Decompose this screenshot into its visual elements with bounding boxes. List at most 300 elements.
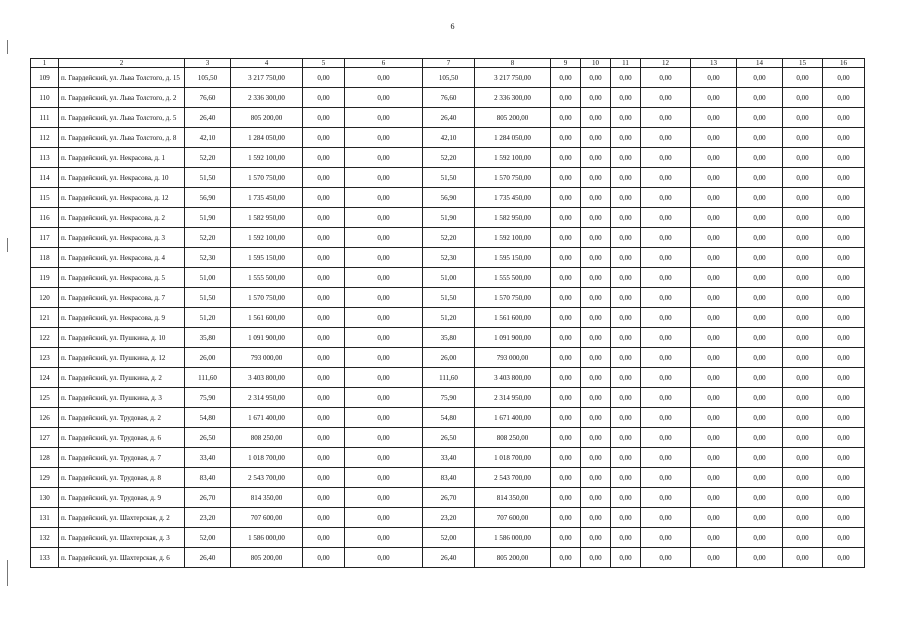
column-number-4: 4 [231, 59, 303, 68]
value-cell: 0,00 [551, 208, 581, 228]
value-cell: 51,00 [423, 268, 475, 288]
column-number-10: 10 [581, 59, 611, 68]
value-cell: 0,00 [303, 448, 345, 468]
value-cell: 0,00 [783, 388, 823, 408]
value-cell: 1 586 000,00 [475, 528, 551, 548]
value-cell: 0,00 [823, 328, 865, 348]
value-cell: 35,80 [185, 328, 231, 348]
value-cell: 0,00 [551, 428, 581, 448]
value-cell: 33,40 [423, 448, 475, 468]
table-row [31, 268, 865, 288]
value-cell: 0,00 [691, 108, 737, 128]
address-cell: п. Гвардейский, ул. Трудовая, д. 6 [59, 428, 185, 448]
value-cell: 0,00 [691, 448, 737, 468]
value-cell: 0,00 [303, 348, 345, 368]
value-cell: 1 561 600,00 [231, 308, 303, 328]
value-cell: 0,00 [641, 68, 691, 88]
value-cell: 805 200,00 [475, 548, 551, 568]
value-cell: 0,00 [611, 368, 641, 388]
value-cell: 0,00 [641, 168, 691, 188]
value-cell: 0,00 [551, 248, 581, 268]
value-cell: 0,00 [581, 348, 611, 368]
table-row [31, 188, 865, 208]
row-number-cell: 129 [31, 468, 59, 488]
row-number-cell: 126 [31, 408, 59, 428]
housing-registry-table [30, 58, 865, 568]
table-row [31, 148, 865, 168]
value-cell: 0,00 [303, 108, 345, 128]
value-cell: 0,00 [783, 228, 823, 248]
value-cell: 0,00 [737, 368, 783, 388]
value-cell: 0,00 [551, 68, 581, 88]
address-cell: п. Гвардейский, ул. Некрасова, д. 4 [59, 248, 185, 268]
address-cell: п. Гвардейский, ул. Трудовая, д. 2 [59, 408, 185, 428]
value-cell: 0,00 [823, 128, 865, 148]
value-cell: 0,00 [611, 548, 641, 568]
value-cell: 0,00 [737, 388, 783, 408]
value-cell: 51,50 [185, 288, 231, 308]
value-cell: 0,00 [303, 528, 345, 548]
value-cell: 0,00 [551, 228, 581, 248]
value-cell: 0,00 [303, 468, 345, 488]
table-row [31, 508, 865, 528]
value-cell: 0,00 [611, 168, 641, 188]
value-cell: 0,00 [691, 328, 737, 348]
value-cell: 0,00 [823, 68, 865, 88]
column-number-2: 2 [59, 59, 185, 68]
table-row [31, 368, 865, 388]
value-cell: 0,00 [581, 328, 611, 348]
value-cell: 1 570 750,00 [475, 168, 551, 188]
value-cell: 52,30 [423, 248, 475, 268]
value-cell: 0,00 [303, 168, 345, 188]
value-cell: 0,00 [303, 408, 345, 428]
value-cell: 3 217 750,00 [231, 68, 303, 88]
value-cell: 3 403 800,00 [231, 368, 303, 388]
row-number-cell: 116 [31, 208, 59, 228]
value-cell: 35,80 [423, 328, 475, 348]
value-cell: 3 403 800,00 [475, 368, 551, 388]
value-cell: 0,00 [611, 288, 641, 308]
value-cell: 0,00 [641, 88, 691, 108]
value-cell: 0,00 [641, 448, 691, 468]
address-cell: п. Гвардейский, ул. Некрасова, д. 9 [59, 308, 185, 328]
value-cell: 0,00 [581, 428, 611, 448]
value-cell: 0,00 [783, 468, 823, 488]
column-number-12: 12 [641, 59, 691, 68]
value-cell: 0,00 [611, 388, 641, 408]
value-cell: 0,00 [737, 488, 783, 508]
row-number-cell: 127 [31, 428, 59, 448]
value-cell: 0,00 [345, 348, 423, 368]
value-cell: 0,00 [551, 148, 581, 168]
value-cell: 0,00 [641, 268, 691, 288]
value-cell: 0,00 [737, 68, 783, 88]
table-row [31, 448, 865, 468]
value-cell: 0,00 [551, 308, 581, 328]
value-cell: 1 018 700,00 [231, 448, 303, 468]
value-cell: 0,00 [303, 88, 345, 108]
value-cell: 0,00 [303, 548, 345, 568]
value-cell: 0,00 [345, 108, 423, 128]
value-cell: 0,00 [581, 268, 611, 288]
value-cell: 0,00 [581, 108, 611, 128]
value-cell: 0,00 [783, 428, 823, 448]
value-cell: 0,00 [551, 268, 581, 288]
address-cell: п. Гвардейский, ул. Трудовая, д. 8 [59, 468, 185, 488]
value-cell: 0,00 [345, 488, 423, 508]
value-cell: 1 570 750,00 [231, 288, 303, 308]
column-number-15: 15 [783, 59, 823, 68]
value-cell: 2 336 300,00 [475, 88, 551, 108]
value-cell: 75,90 [185, 388, 231, 408]
value-cell: 105,50 [423, 68, 475, 88]
value-cell: 0,00 [345, 128, 423, 148]
table-row [31, 468, 865, 488]
value-cell: 0,00 [823, 548, 865, 568]
address-cell: п. Гвардейский, ул. Некрасова, д. 12 [59, 188, 185, 208]
value-cell: 0,00 [303, 268, 345, 288]
value-cell: 0,00 [823, 168, 865, 188]
value-cell: 52,20 [185, 148, 231, 168]
value-cell: 0,00 [783, 488, 823, 508]
value-cell: 0,00 [823, 248, 865, 268]
value-cell: 56,90 [185, 188, 231, 208]
value-cell: 0,00 [551, 368, 581, 388]
value-cell: 42,10 [423, 128, 475, 148]
value-cell: 1 671 400,00 [475, 408, 551, 428]
left-edge-mark [7, 238, 8, 252]
value-cell: 0,00 [823, 288, 865, 308]
value-cell: 0,00 [581, 408, 611, 428]
value-cell: 26,70 [185, 488, 231, 508]
value-cell: 0,00 [551, 88, 581, 108]
value-cell: 51,90 [185, 208, 231, 228]
value-cell: 808 250,00 [231, 428, 303, 448]
value-cell: 0,00 [611, 508, 641, 528]
row-number-cell: 122 [31, 328, 59, 348]
value-cell: 0,00 [581, 208, 611, 228]
address-cell: п. Гвардейский, ул. Некрасова, д. 1 [59, 148, 185, 168]
table-row [31, 488, 865, 508]
value-cell: 1 018 700,00 [475, 448, 551, 468]
page-number: 6 [450, 22, 455, 31]
value-cell: 0,00 [611, 248, 641, 268]
row-number-cell: 130 [31, 488, 59, 508]
table-row [31, 108, 865, 128]
value-cell: 0,00 [783, 508, 823, 528]
value-cell: 0,00 [345, 508, 423, 528]
table-row [31, 348, 865, 368]
value-cell: 0,00 [823, 408, 865, 428]
value-cell: 33,40 [185, 448, 231, 468]
value-cell: 0,00 [737, 168, 783, 188]
row-number-cell: 120 [31, 288, 59, 308]
row-number-cell: 118 [31, 248, 59, 268]
value-cell: 1 091 900,00 [475, 328, 551, 348]
value-cell: 1 592 100,00 [231, 148, 303, 168]
value-cell: 0,00 [303, 68, 345, 88]
value-cell: 0,00 [345, 248, 423, 268]
table-row [31, 88, 865, 108]
column-number-6: 6 [345, 59, 423, 68]
value-cell: 52,00 [185, 528, 231, 548]
value-cell: 75,90 [423, 388, 475, 408]
value-cell: 51,00 [185, 268, 231, 288]
column-number-9: 9 [551, 59, 581, 68]
value-cell: 52,20 [185, 228, 231, 248]
row-number-cell: 117 [31, 228, 59, 248]
value-cell: 1 284 050,00 [475, 128, 551, 148]
value-cell: 0,00 [345, 408, 423, 428]
value-cell: 0,00 [737, 108, 783, 128]
value-cell: 0,00 [783, 108, 823, 128]
value-cell: 0,00 [823, 188, 865, 208]
value-cell: 805 200,00 [231, 108, 303, 128]
value-cell: 0,00 [345, 448, 423, 468]
value-cell: 0,00 [303, 228, 345, 248]
value-cell: 0,00 [737, 348, 783, 368]
address-cell: п. Гвардейский, ул. Пушкина, д. 3 [59, 388, 185, 408]
value-cell: 0,00 [611, 128, 641, 148]
value-cell: 0,00 [345, 268, 423, 288]
value-cell: 0,00 [345, 308, 423, 328]
value-cell: 111,60 [185, 368, 231, 388]
value-cell: 0,00 [783, 548, 823, 568]
value-cell: 0,00 [823, 448, 865, 468]
value-cell: 0,00 [641, 228, 691, 248]
value-cell: 0,00 [737, 268, 783, 288]
value-cell: 0,00 [581, 148, 611, 168]
value-cell: 0,00 [641, 128, 691, 148]
value-cell: 0,00 [303, 148, 345, 168]
column-number-8: 8 [475, 59, 551, 68]
value-cell: 54,80 [423, 408, 475, 428]
column-number-3: 3 [185, 59, 231, 68]
value-cell: 0,00 [783, 208, 823, 228]
value-cell: 0,00 [551, 128, 581, 148]
value-cell: 0,00 [783, 308, 823, 328]
value-cell: 0,00 [581, 288, 611, 308]
value-cell: 1 592 100,00 [231, 228, 303, 248]
value-cell: 0,00 [783, 128, 823, 148]
value-cell: 0,00 [303, 128, 345, 148]
address-cell: п. Гвардейский, ул. Некрасова, д. 7 [59, 288, 185, 308]
value-cell: 0,00 [303, 508, 345, 528]
value-cell: 1 592 100,00 [475, 228, 551, 248]
address-cell: п. Гвардейский, ул. Льва Толстого, д. 5 [59, 108, 185, 128]
row-number-cell: 123 [31, 348, 59, 368]
value-cell: 0,00 [691, 528, 737, 548]
value-cell: 0,00 [611, 348, 641, 368]
value-cell: 83,40 [423, 468, 475, 488]
value-cell: 0,00 [641, 208, 691, 228]
value-cell: 1 595 150,00 [475, 248, 551, 268]
value-cell: 0,00 [551, 408, 581, 428]
value-cell: 0,00 [303, 328, 345, 348]
value-cell: 0,00 [691, 268, 737, 288]
value-cell: 52,30 [185, 248, 231, 268]
value-cell: 23,20 [185, 508, 231, 528]
value-cell: 0,00 [823, 208, 865, 228]
value-cell: 0,00 [783, 328, 823, 348]
value-cell: 0,00 [823, 388, 865, 408]
row-number-cell: 109 [31, 68, 59, 88]
value-cell: 0,00 [611, 88, 641, 108]
value-cell: 0,00 [611, 268, 641, 288]
value-cell: 51,50 [423, 168, 475, 188]
value-cell: 0,00 [783, 148, 823, 168]
value-cell: 0,00 [303, 388, 345, 408]
value-cell: 0,00 [737, 208, 783, 228]
value-cell: 52,20 [423, 148, 475, 168]
value-cell: 0,00 [303, 488, 345, 508]
value-cell: 707 600,00 [475, 508, 551, 528]
value-cell: 0,00 [581, 368, 611, 388]
value-cell: 0,00 [783, 268, 823, 288]
value-cell: 0,00 [641, 348, 691, 368]
table-row [31, 388, 865, 408]
row-number-cell: 131 [31, 508, 59, 528]
value-cell: 0,00 [611, 448, 641, 468]
value-cell: 0,00 [345, 428, 423, 448]
table-row [31, 328, 865, 348]
value-cell: 0,00 [737, 548, 783, 568]
value-cell: 0,00 [345, 548, 423, 568]
row-number-cell: 121 [31, 308, 59, 328]
value-cell: 0,00 [581, 528, 611, 548]
value-cell: 26,40 [423, 548, 475, 568]
column-number-1: 1 [31, 59, 59, 68]
value-cell: 808 250,00 [475, 428, 551, 448]
value-cell: 0,00 [345, 208, 423, 228]
table-row [31, 548, 865, 568]
address-cell: п. Гвардейский, ул. Некрасова, д. 5 [59, 268, 185, 288]
value-cell: 0,00 [783, 188, 823, 208]
value-cell: 805 200,00 [231, 548, 303, 568]
value-cell: 0,00 [551, 348, 581, 368]
value-cell: 23,20 [423, 508, 475, 528]
row-number-cell: 114 [31, 168, 59, 188]
value-cell: 0,00 [737, 448, 783, 468]
value-cell: 0,00 [551, 168, 581, 188]
value-cell: 51,50 [423, 288, 475, 308]
address-cell: п. Гвардейский, ул. Некрасова, д. 10 [59, 168, 185, 188]
value-cell: 1 570 750,00 [475, 288, 551, 308]
row-number-cell: 119 [31, 268, 59, 288]
table-row [31, 428, 865, 448]
column-number-7: 7 [423, 59, 475, 68]
value-cell: 0,00 [783, 528, 823, 548]
value-cell: 1 284 050,00 [231, 128, 303, 148]
value-cell: 0,00 [611, 148, 641, 168]
value-cell: 0,00 [737, 508, 783, 528]
value-cell: 83,40 [185, 468, 231, 488]
value-cell: 0,00 [641, 308, 691, 328]
value-cell: 1 592 100,00 [475, 148, 551, 168]
value-cell: 0,00 [823, 508, 865, 528]
value-cell: 0,00 [641, 328, 691, 348]
value-cell: 2 314 950,00 [475, 388, 551, 408]
value-cell: 105,50 [185, 68, 231, 88]
value-cell: 26,50 [423, 428, 475, 448]
value-cell: 0,00 [691, 508, 737, 528]
column-number-11: 11 [611, 59, 641, 68]
value-cell: 0,00 [581, 488, 611, 508]
value-cell: 814 350,00 [231, 488, 303, 508]
value-cell: 26,40 [185, 548, 231, 568]
value-cell: 0,00 [737, 428, 783, 448]
value-cell: 0,00 [303, 288, 345, 308]
value-cell: 0,00 [345, 468, 423, 488]
value-cell: 0,00 [641, 148, 691, 168]
value-cell: 0,00 [551, 388, 581, 408]
row-number-cell: 113 [31, 148, 59, 168]
value-cell: 0,00 [823, 88, 865, 108]
value-cell: 0,00 [345, 528, 423, 548]
value-cell: 2 336 300,00 [231, 88, 303, 108]
value-cell: 42,10 [185, 128, 231, 148]
value-cell: 3 217 750,00 [475, 68, 551, 88]
value-cell: 0,00 [303, 428, 345, 448]
value-cell: 0,00 [641, 488, 691, 508]
table-row [31, 408, 865, 428]
value-cell: 0,00 [611, 108, 641, 128]
value-cell: 814 350,00 [475, 488, 551, 508]
value-cell: 0,00 [551, 468, 581, 488]
value-cell: 1 555 500,00 [475, 268, 551, 288]
value-cell: 1 586 000,00 [231, 528, 303, 548]
value-cell: 0,00 [611, 408, 641, 428]
table-row [31, 528, 865, 548]
value-cell: 0,00 [611, 68, 641, 88]
value-cell: 0,00 [641, 508, 691, 528]
value-cell: 52,00 [423, 528, 475, 548]
value-cell: 0,00 [551, 188, 581, 208]
value-cell: 0,00 [737, 528, 783, 548]
row-number-cell: 132 [31, 528, 59, 548]
value-cell: 0,00 [551, 548, 581, 568]
value-cell: 0,00 [345, 228, 423, 248]
value-cell: 0,00 [737, 88, 783, 108]
address-cell: п. Гвардейский, ул. Льва Толстого, д. 2 [59, 88, 185, 108]
table-row [31, 248, 865, 268]
row-number-cell: 133 [31, 548, 59, 568]
value-cell: 0,00 [581, 448, 611, 468]
value-cell: 0,00 [641, 468, 691, 488]
address-cell: п. Гвардейский, ул. Пушкина, д. 10 [59, 328, 185, 348]
value-cell: 1 582 950,00 [231, 208, 303, 228]
value-cell: 52,20 [423, 228, 475, 248]
table-row [31, 288, 865, 308]
value-cell: 111,60 [423, 368, 475, 388]
value-cell: 0,00 [581, 128, 611, 148]
value-cell: 793 000,00 [231, 348, 303, 368]
value-cell: 0,00 [551, 288, 581, 308]
value-cell: 0,00 [737, 308, 783, 328]
value-cell: 0,00 [611, 308, 641, 328]
value-cell: 0,00 [581, 228, 611, 248]
row-number-cell: 125 [31, 388, 59, 408]
value-cell: 76,60 [423, 88, 475, 108]
address-cell: п. Гвардейский, ул. Трудовая, д. 9 [59, 488, 185, 508]
value-cell: 0,00 [303, 208, 345, 228]
value-cell: 0,00 [581, 188, 611, 208]
value-cell: 2 314 950,00 [231, 388, 303, 408]
value-cell: 0,00 [691, 488, 737, 508]
value-cell: 2 543 700,00 [475, 468, 551, 488]
value-cell: 0,00 [641, 108, 691, 128]
